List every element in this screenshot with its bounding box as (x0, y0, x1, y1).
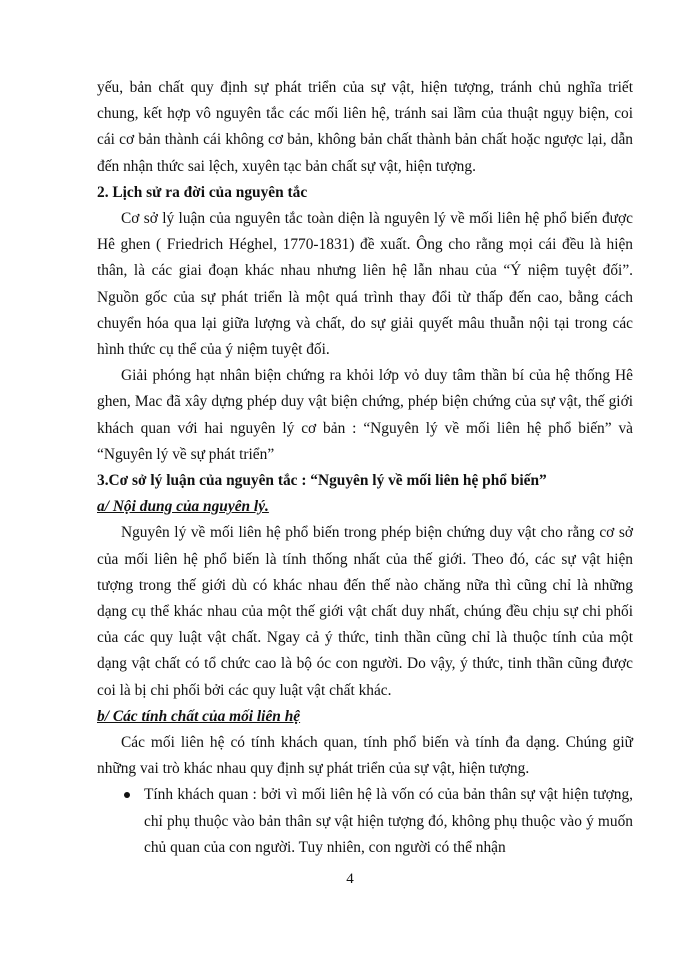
subsection-b-heading: b/ Các tính chất của mối liên hệ (97, 707, 301, 725)
intro-paragraph: yếu, bản chất quy định sự phát triển của sự vật, hiện tượng, tránh chủ nghĩa triết chung, kết hợp vô nguyên tắc các mối liên hệ, tránh sai lầm của thuật ngụy biện, coi cái cơ bản thành cái không cơ bản, không bản chất thành bản chất hoặc ngược lại, dẫn đến nhận thức sai lệch, xuyên tạc bản chất sự vật, hiện tượng. (97, 79, 633, 175)
properties-list (97, 782, 633, 861)
history-paragraph-1: Cơ sở lý luận của nguyên tắc toàn diện là nguyên lý về mối liên hệ phổ biến được Hê ghen ( Friedrich Héghel, 1770-1831) đề xuất. Ông cho rằng mọi cái đều là hiện thân, là các giai đoạn khác nhau nhưng liên hệ lẫn nhau của “Ý niệm tuyệt đối”. Nguồn gốc của sự phát triển là một quá trình thay đổi từ thấp đến cao, bằng cách chuyển hóa qua lại giữa lượng và chất, do sự giải quyết mâu thuẫn nội tại trong các hình thức cụ thể của ý niệm tuyệt đối. (97, 210, 633, 359)
page-number: 4 (346, 871, 354, 887)
section-2-heading: 2. Lịch sử ra đời của nguyên tắc (97, 183, 308, 201)
section-3-heading: 3.Cơ sở lý luận của nguyên tắc : “Nguyên lý về mối liên hệ phổ biến” (97, 472, 547, 490)
list-item (144, 782, 633, 861)
history-paragraph-2: Giải phóng hạt nhân biện chứng ra khỏi lớp vỏ duy tâm thần bí của hệ thống Hê ghen, Mac đã xây dựng phép duy vật biện chứng, phép biện chứng của sự vật, thế giới khách quan với hai nguyên lý cơ bản : “Nguyên lý về mối liên hệ phổ biến” và “Nguyên lý về sự phát triển” (97, 367, 633, 463)
properties-paragraph: Các mối liên hệ có tính khách quan, tính phổ biến và tính đa dạng. Chúng giữ những vai trò khác nhau quy định sự phát triển của sự vật, hiện tượng. (97, 734, 633, 778)
bullet-icon (124, 792, 130, 798)
subsection-a-heading: a/ Nội dung của nguyên lý. (97, 498, 269, 516)
content-paragraph: Nguyên lý về mối liên hệ phổ biến trong phép biện chứng duy vật cho rằng cơ sở của mối liên hệ phổ biến là tính thống nhất của thế giới. Theo đó, các sự vật hiện tượng trong thế giới dù có khác nhau đến thế nào chăng nữa thì cũng chỉ là những dạng cụ thể khác nhau của một thế giới vật chất duy nhất, chúng đều chịu sự chi phối của các quy luật vật chất. Ngay cả ý thức, tinh thần cũng chỉ là thuộc tính của một dạng vật chất có tổ chức cao là bộ óc con người. Do vậy, ý thức, tinh thần cũng được coi là bị chi phối bởi các quy luật vật chất khác. (97, 524, 633, 699)
page-body (97, 75, 633, 861)
list-item-text: Tính khách quan : bởi vì mối liên hệ là vốn có của bản thân sự vật hiện tượng, chỉ phụ thuộc vào bản thân sự vật hiện tượng đó, không phụ thuộc vào ý muốn chủ quan của con người. Tuy nhiên, con người có thể nhận (144, 786, 633, 856)
